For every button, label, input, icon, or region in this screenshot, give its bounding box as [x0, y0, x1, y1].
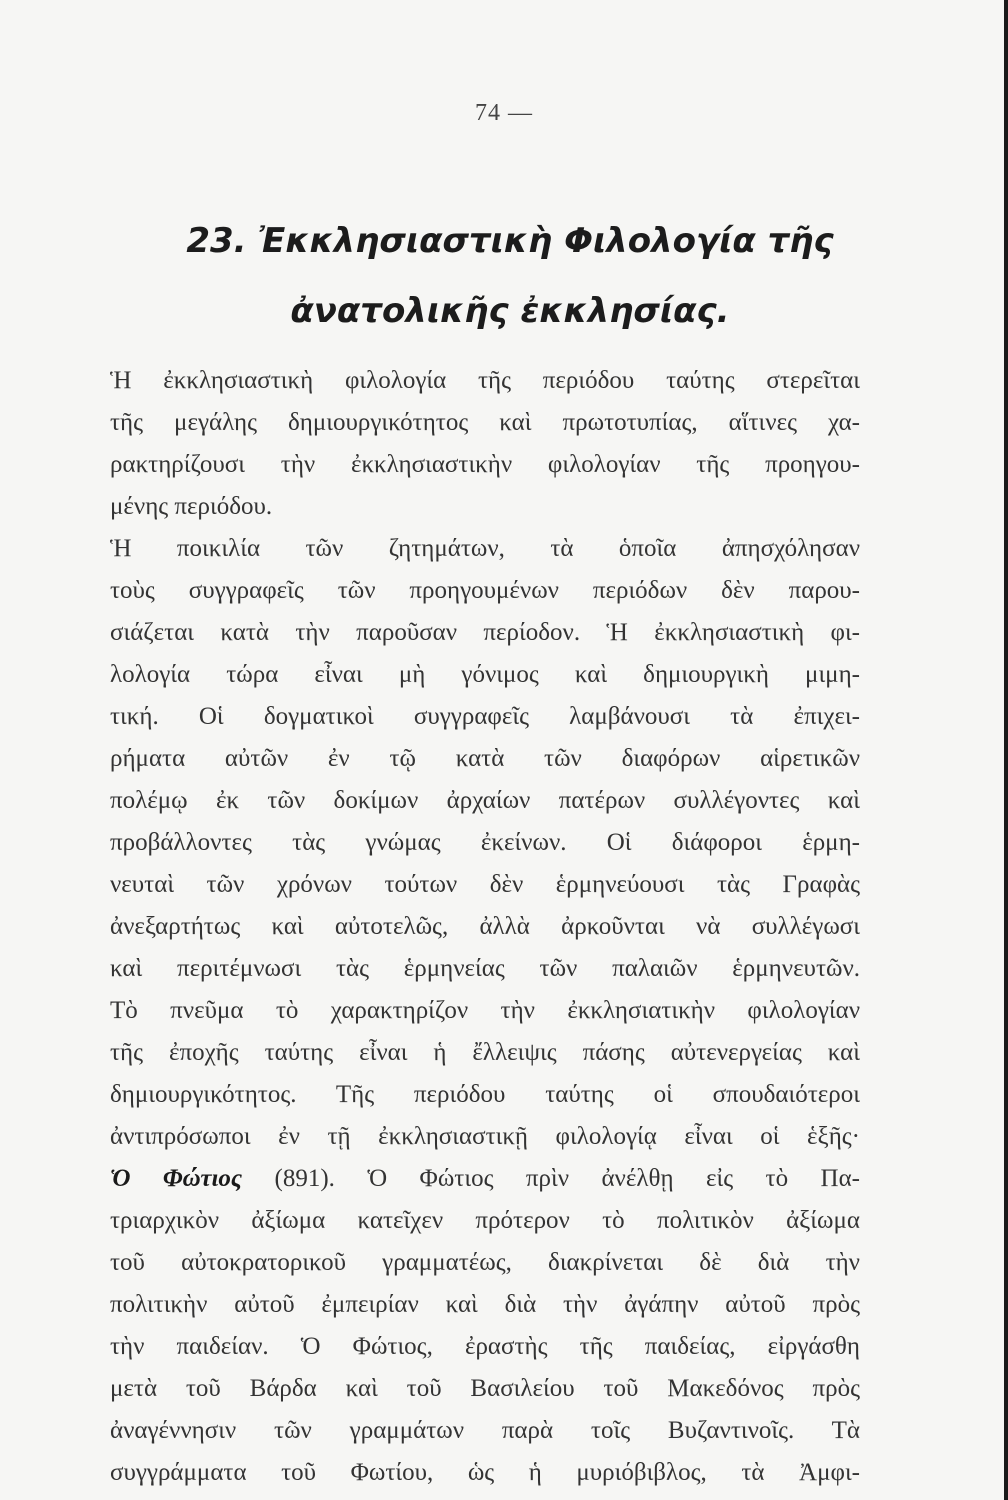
page-number: 74 — [475, 100, 533, 126]
text-line: ἀντιπρόσωποι ἐν τῇ ἐκκλησιαστικῇ φιλολογίᾳ εἶναι οἱ ἑξῆς· [110, 1123, 860, 1150]
heading-line-2: ἀνατολικῆς ἐκκλησίας. [290, 291, 730, 331]
text-line: ρήματα αὐτῶν ἐν τῷ κατὰ τῶν διαφόρων αἱρετικῶν [110, 745, 860, 772]
text-line: τῆς μεγάλης δημιουργικότητος καὶ πρωτοτυπίας, αἵτινες χα- [110, 409, 860, 436]
text-line: τοὺς συγγραφεῖς τῶν προηγουμένων περιόδων δὲν παρου- [110, 577, 860, 604]
chapter-heading [120, 206, 900, 346]
text-line: Ἡ ἐκκλησιαστικὴ φιλολογία τῆς περιόδου ταύτης στερεῖται [110, 367, 860, 394]
text-line: δημιουργικότητος. Τῆς περιόδου ταύτης οἱ σπουδαιότεροι [110, 1081, 860, 1108]
text-line: μετὰ τοῦ Βάρδα καὶ τοῦ Βασιλείου τοῦ Μακεδόνος πρὸς [110, 1375, 860, 1402]
text-line: ἀναγέννησιν τῶν γραμμάτων παρὰ τοῖς Βυζαντινοῖς. Τὰ [110, 1417, 860, 1444]
text-line: ἀνεξαρτήτως καὶ αὐτοτελῶς, ἀλλὰ ἀρκοῦνται νὰ συλλέγωσι [110, 913, 860, 940]
text-line: καὶ περιτέμνωσι τὰς ἑρμηνείας τῶν παλαιῶν ἑρμηνευτῶν. [110, 955, 860, 982]
text-line: Τὸ πνεῦμα τὸ χαρακτηρίζον τὴν ἐκκλησιατικὴν φιλολογίαν [110, 997, 860, 1024]
text-line: Ἡ ποικιλία τῶν ζητημάτων, τὰ ὁποῖα ἀπησχόλησαν [110, 535, 860, 562]
text-line: λολογία τώρα εἶναι μὴ γόνιμος καὶ δημιουργικὴ μιμη- [110, 661, 860, 688]
photios-rest: (891). Ὁ Φώτιος πρὶν ἀνέλθῃ εἰς τὸ Πα- [242, 1165, 860, 1192]
text-line: συγγράμματα τοῦ Φωτίου, ὡς ἡ μυριόβιβλος, τὰ Ἀμφι- [110, 1459, 860, 1486]
text-line: μένης περιόδου. [110, 493, 273, 520]
text-line: νευταὶ τῶν χρόνων τούτων δὲν ἑρμηνεύουσι τὰς Γραφὰς [110, 871, 860, 898]
body-text [110, 360, 860, 1494]
text-line: σιάζεται κατὰ τὴν παροῦσαν περίοδον. Ἡ ἐκκλησιαστικὴ φι- [110, 619, 860, 646]
text-line: ρακτηρίζουσι τὴν ἐκκλησιαστικὴν φιλολογίαν τῆς προηγου- [110, 451, 860, 478]
text-line: τική. Οἱ δογματικοὶ συγγραφεῖς λαμβάνουσι τὰ ἐπιχει- [110, 703, 860, 730]
text-line: πολιτικὴν αὐτοῦ ἐμπειρίαν καὶ διὰ τὴν ἀγάπην αὐτοῦ πρὸς [110, 1291, 860, 1318]
text-line: τριαρχικὸν ἀξίωμα κατεῖχεν πρότερον τὸ πολιτικὸν ἀξίωμα [110, 1207, 860, 1234]
photios-name: Ὁ Φώτιος [110, 1165, 243, 1192]
text-line: τῆς ἐποχῆς ταύτης εἶναι ἡ ἔλλειψις πάσης αὐτενεργείας καὶ [110, 1039, 860, 1066]
text-line-photios [110, 1158, 860, 1200]
heading-line-1: 23. Ἐκκλησιαστικὴ Φιλολογία τῆς [186, 221, 834, 261]
text-line: πολέμῳ ἐκ τῶν δοκίμων ἀρχαίων πατέρων συλλέγοντες καὶ [110, 787, 860, 814]
text-line: προβάλλοντες τὰς γνώμας ἐκείνων. Οἱ διάφοροι ἑρμη- [110, 829, 860, 856]
text-line: τοῦ αὐτοκρατορικοῦ γραμματέως, διακρίνεται δὲ διὰ τὴν [110, 1249, 860, 1276]
text-line: τὴν παιδείαν. Ὁ Φώτιος, ἐραστὴς τῆς παιδείας, εἰργάσθη [110, 1333, 860, 1360]
